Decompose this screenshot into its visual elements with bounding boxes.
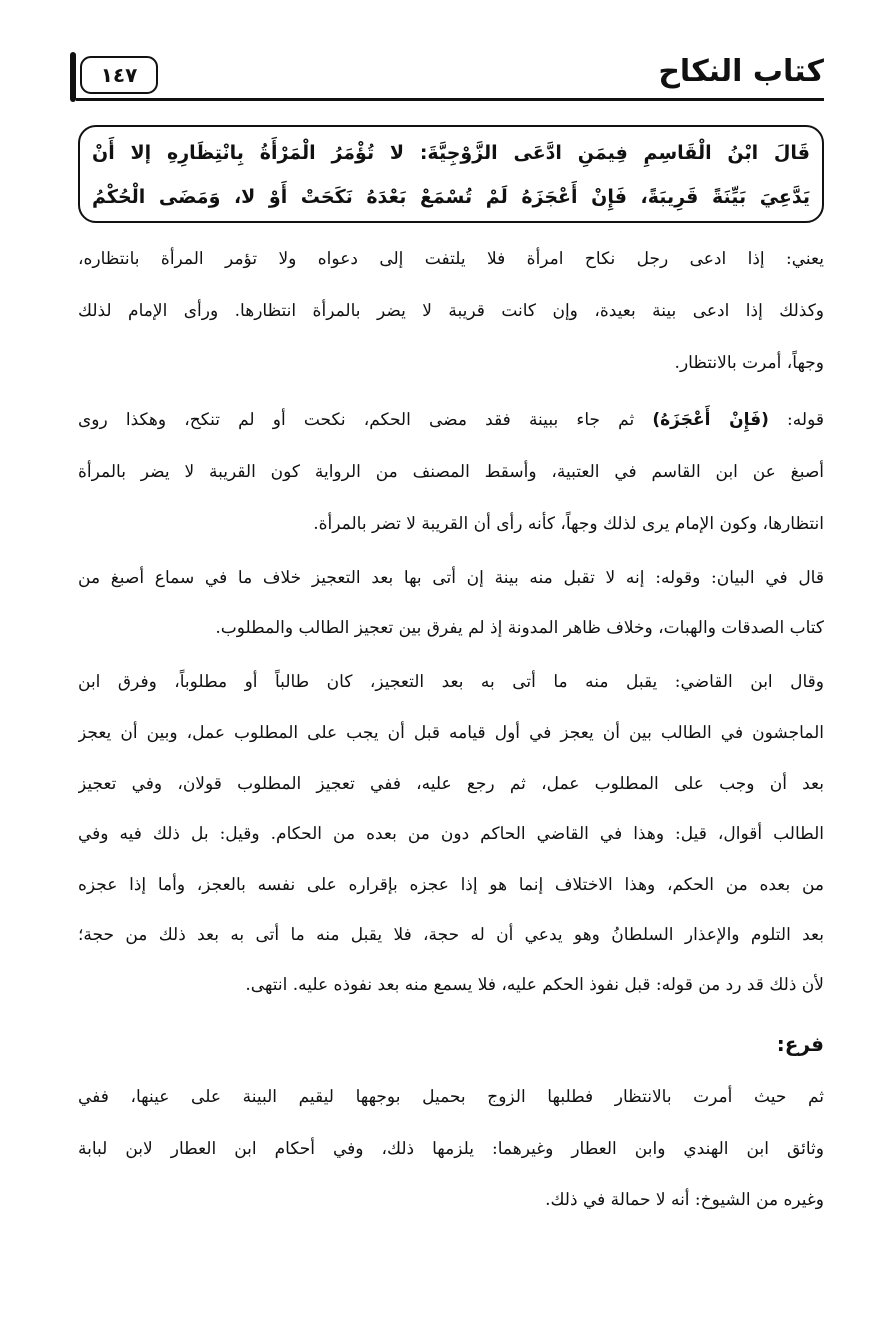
matn-box bbox=[78, 125, 824, 223]
page-number: ١٤٧ bbox=[80, 56, 158, 94]
chapter-title: كتاب النكاح bbox=[658, 54, 824, 89]
matn-line: يَدَّعِيَ بَيِّنَةً قَرِيبَةً، فَإِنْ أَعْجَزَهُ لَمْ تُسْمَعْ بَعْدَهُ نَكَحَتْ أَوْ لا، وَمَضَى الْحُكْمُ bbox=[92, 186, 810, 208]
paragraph-line: لأن ذلك قد رد من قوله: قبل نفوذ الحكم عليه، فلا يسمع منه بعد نفوذه عليه. انتهى. bbox=[245, 975, 824, 995]
paragraph-line: أصبغ عن ابن القاسم في العتبية، وأسقط المصنف من الرواية كون القريبة لا يضر بالمرأة bbox=[78, 462, 824, 482]
paragraph-lead: قوله: bbox=[768, 410, 824, 430]
paragraph-line: انتظارها، وكون الإمام يرى لذلك وجهاً، كأنه رأى أن القريبة لا تضر بالمرأة. bbox=[313, 514, 824, 534]
paragraph-line: وجهاً، أمرت بالانتظار. bbox=[674, 353, 824, 373]
section-subheading: فرع: bbox=[776, 1032, 824, 1056]
paragraph-line: الطالب أقوال، قيل: وهذا في القاضي الحاكم دون من بعده من الحكام. وقيل: بل ذلك فيه وفي bbox=[78, 824, 824, 844]
paragraph-line: وغيره من الشيوخ: أنه لا حمالة في ذلك. bbox=[545, 1190, 824, 1210]
paragraph-line: وقال ابن القاضي: يقبل منه ما أتى به بعد التعجيز، كان طالباً أو مطلوباً، وفرق ابن bbox=[78, 672, 824, 692]
page-number-bar bbox=[70, 52, 76, 102]
quoted-phrase: (فَإِنْ أَعْجَزَهُ) bbox=[652, 410, 769, 430]
paragraph-line: وثائق ابن الهندي وابن العطار وغيرهما: يلزمها ذلك، وفي أحكام ابن العطار لابن لبابة bbox=[78, 1139, 824, 1159]
paragraph-line: ثم حيث أمرت بالانتظار فطلبها الزوج بحميل بوجهها ليقيم البينة على عينها، ففي bbox=[78, 1087, 824, 1107]
paragraph-line: وكذلك إذا ادعى بينة بعيدة، وإن كانت قريبة لا يضر بالمرأة انتظارها. ورأى الإمام لذلك bbox=[78, 301, 824, 321]
page-header bbox=[70, 52, 824, 108]
header-rule bbox=[76, 98, 824, 101]
paragraph-line: بعد التلوم والإعذار السلطانُ وهو يدعي أن له حجة، فلا يقبل منه ما أتى به بعد ذلك من حجة؛ bbox=[78, 925, 824, 945]
paragraph-text: ثم جاء ببينة فقد مضى الحكم، نكحت أو لم تنكح، وهكذا روى bbox=[78, 410, 653, 430]
paragraph-line: قال في البيان: وقوله: إنه لا تقبل منه بينة إن أتى بها بعد التعجيز خلاف ما في سماع أصبغ من bbox=[78, 568, 824, 588]
paragraph-line: من بعده من الحكم، وهذا الاختلاف إنما هو إذا عجزه بإقراره على نفسه بالعجز، وأما إذا عجزه bbox=[78, 875, 824, 895]
paragraph-line: كتاب الصدقات والهبات، وخلاف ظاهر المدونة إذ لم يفرق بين تعجيز الطالب والمطلوب. bbox=[215, 618, 824, 638]
paragraph-line: بعد أن وجب على المطلوب عمل، ثم رجع عليه، ففي تعجيز المطلوب قولان، وفي تعجيز bbox=[78, 774, 824, 794]
paragraph-line: يعني: إذا ادعى رجل نكاح امرأة فلا يلتفت إلى دعواه ولا تؤمر المرأة بانتظاره، bbox=[78, 249, 824, 269]
paragraph-line: الماجشون في الطالب بين أن يعجز في أول قيامه قبل أن يجب على المطلوب عمل، وبين أن يعجز bbox=[78, 723, 824, 743]
matn-line: قَالَ ابْنُ الْقَاسِمِ فِيمَنِ ادَّعَى الزَّوْجِيَّةَ: لا تُؤْمَرُ الْمَرْأَةُ بِانْتِظَارِهِ إلا أَنْ bbox=[92, 142, 810, 164]
paragraph-line bbox=[78, 400, 824, 440]
